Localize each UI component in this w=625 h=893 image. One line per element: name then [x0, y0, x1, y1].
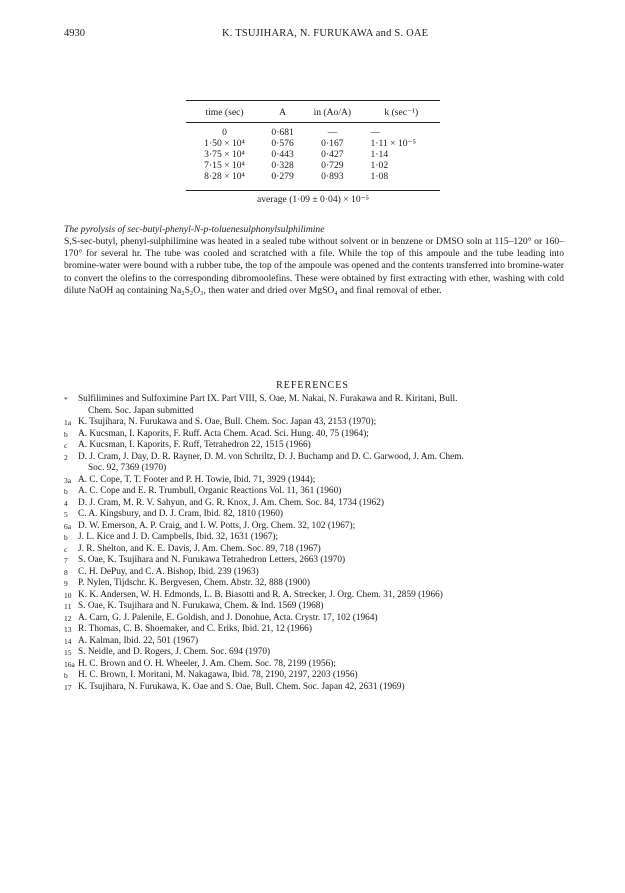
table-rule-bottom	[186, 190, 440, 191]
reference-marker: b	[64, 487, 68, 496]
reference-marker: 9	[64, 579, 68, 588]
reference-marker: c	[64, 544, 68, 554]
references-heading: REFERENCES	[276, 380, 349, 391]
reference-marker: 12	[64, 613, 72, 623]
table-cell: 0·443	[271, 149, 294, 160]
reference-text: A. C. Cope and E. R. Trumbull, Organic Reactions Vol. 11, 361 (1960)	[78, 486, 342, 496]
reference-marker: b	[64, 429, 68, 439]
reference-item	[64, 463, 564, 475]
reference-item	[64, 647, 564, 659]
reference-text: D. J. Cram, J. Day, D. R. Rayner, D. M. von Schriltz, D. J. Buchamp and D. C. Garwood, J. Am. Chem.	[78, 451, 464, 462]
reference-item	[64, 509, 564, 521]
column-header: k (sec⁻¹)	[384, 107, 419, 118]
table-row	[186, 171, 440, 182]
table-cell: 0·279	[271, 171, 294, 182]
reference-text: A. Kucsman, I. Kaporits, F. Ruff, Tetrahedron 22, 1515 (1966)	[78, 440, 311, 450]
reference-marker: b	[64, 533, 68, 542]
table-cell: 0·167	[321, 138, 344, 149]
references-list	[64, 394, 564, 693]
table-rule-top	[186, 100, 440, 101]
reference-text: C. A. Kingsbury, and D. J. Cram, Ibid. 82, 1810 (1960)	[78, 509, 283, 519]
table-cell: 8·28 × 10⁴	[204, 171, 245, 182]
reference-item	[64, 440, 564, 452]
reference-marker: 1a	[64, 418, 72, 427]
reference-item	[64, 394, 564, 406]
reference-item	[64, 406, 564, 418]
table-cell: —	[370, 127, 381, 138]
reference-item	[64, 486, 564, 498]
reference-item	[64, 417, 564, 429]
reference-item	[64, 682, 564, 694]
table-cell: 0·328	[271, 160, 294, 171]
table-cell: 1·11 × 10⁻⁵	[370, 138, 416, 149]
table-cell: 0·893	[321, 171, 344, 182]
reference-marker: 8	[64, 567, 68, 577]
reference-text: K. K. Andersen, W. H. Edmonds, L. B. Biasotti and R. A. Strecker, J. Org. Chem. 31, 2859 (1966)	[78, 589, 443, 600]
table-cell: 0·427	[321, 149, 344, 160]
reference-text: Soc. 92, 7369 (1970)	[88, 463, 167, 473]
reference-text: A. Carn, G. J. Palenile, E. Goldish, and J. Donohue, Acta. Crystr. 17, 102 (1964)	[78, 612, 378, 623]
reference-marker: b	[64, 671, 68, 680]
reference-marker: 2	[64, 452, 68, 462]
table-row	[186, 138, 440, 149]
reference-text: R. Thomas, C. B. Shoemaker, and C. Eriks, Ibid. 21, 12 (1966)	[78, 624, 312, 634]
reference-marker: 5	[64, 510, 68, 519]
reference-item	[64, 544, 564, 556]
reference-marker: 16a	[64, 659, 75, 669]
reference-item	[64, 659, 564, 671]
column-header: time (sec)	[205, 107, 244, 118]
reference-item	[64, 555, 564, 567]
page-number: 4930	[64, 28, 85, 39]
table-cell: 1·14	[370, 149, 389, 160]
reference-marker: *	[64, 395, 68, 404]
table-cell: 1·02	[370, 160, 389, 171]
section-title: The pyrolysis of sec-butyl-phenyl-N-p-toluenesulphonylsulphilimine	[64, 224, 325, 235]
reference-text: Chem. Soc. Japan submitted	[88, 405, 194, 416]
reference-item	[64, 624, 564, 636]
reference-marker: 13	[64, 625, 72, 634]
reference-text: H. C. Brown, I. Moritani, M. Nakagawa, Ibid. 78, 2190, 2197, 2203 (1956)	[78, 670, 358, 680]
reference-text: J. L. Kice and J. D. Campbells, Ibid. 32, 1631 (1967);	[78, 532, 279, 542]
reference-marker: 11	[64, 602, 72, 611]
reference-marker: 10	[64, 590, 72, 600]
reference-marker: 4	[64, 498, 68, 508]
table-cell: 0·576	[271, 138, 294, 149]
reference-text: K. Tsujihara, N. Furukawa and S. Oae, Bull. Chem. Soc. Japan 43, 2153 (1970);	[78, 417, 377, 427]
column-header: in (Ao/A)	[313, 107, 352, 118]
table-cell: 7·15 × 10⁴	[204, 160, 245, 171]
reference-marker: 17	[64, 682, 72, 692]
reference-marker: 6a	[64, 521, 72, 531]
reference-text: S. Oae, K. Tsujihara and N. Furukawa, Chem. & Ind. 1569 (1968)	[78, 601, 324, 611]
table-average: average (1·09 ± 0·04) × 10⁻⁵	[256, 194, 370, 205]
table-cell: 1·50 × 10⁴	[204, 138, 245, 149]
table-cell: 0·681	[271, 127, 294, 138]
reference-item	[64, 429, 564, 441]
reference-item	[64, 475, 564, 487]
section-paragraph: S,S-sec-butyl, phenyl-sulphilimine was heated in a sealed tube without solvent or in benzene or DMSO soln at 115–120° or 160–170° for several hr. The tube was cooled and scratched with a file. While the top of this ampoule and the tube leading into bromine-water were bound with a rubber tube, the top of the ampoule was opened and the contents transferred into bromine-water to convert the olefins to the corresponding dibromoolefins. These were obtained by first extracting with ether, washing with cold dilute NaOH aq containing Na₂S₂O₃, then water and dried over MgSO₄ and final removal of ether.	[64, 236, 564, 296]
reference-text: Sulfilimines and Sulfoximine Part IX. Part VIII, S. Oae, M. Nakai, N. Furakawa and R. Kiritani, Bull.	[78, 394, 458, 404]
table-cell: —	[327, 127, 338, 138]
reference-item	[64, 613, 564, 625]
table-cell: 1·08	[370, 171, 389, 182]
table-cell: 0	[222, 127, 227, 138]
reference-item	[64, 521, 564, 533]
reference-item	[64, 498, 564, 510]
table-cell: 0·729	[321, 160, 344, 171]
reference-item	[64, 452, 564, 464]
reference-text: S. Neidle, and D. Rogers, J. Chem. Soc. 694 (1970)	[78, 647, 271, 657]
reference-text: K. Tsujihara, N. Furukawa, K. Oae and S. Oae, Bull. Chem. Soc. Japan 42, 2631 (1969)	[78, 681, 405, 692]
reference-text: P. Nylen, Tijdschr. K. Bergvesen, Chem. Abstr. 32, 888 (1900)	[78, 578, 310, 588]
reference-item	[64, 532, 564, 544]
reference-item	[64, 567, 564, 579]
reference-text: D. W. Emerson, A. P. Craig, and I. W. Potts, J. Org. Chem. 32, 102 (1967);	[78, 520, 356, 531]
table-cell: 3·75 × 10⁴	[204, 149, 245, 160]
table-row	[186, 127, 440, 138]
reference-item	[64, 578, 564, 590]
reference-text: A. Kalman, Ibid. 22, 501 (1967)	[78, 635, 199, 646]
reference-marker: 15	[64, 648, 72, 657]
column-header: A	[279, 107, 287, 118]
table-row	[186, 160, 440, 171]
reference-marker: c	[64, 441, 68, 450]
reference-marker: 3a	[64, 475, 72, 485]
table-header-row	[186, 104, 440, 122]
reference-item	[64, 601, 564, 613]
reference-text: D. J. Cram, M. R. V. Sahyun, and G. R. Knox, J. Am. Chem. Soc. 84, 1734 (1962)	[78, 497, 384, 508]
table-row	[186, 149, 440, 160]
reference-item	[64, 670, 564, 682]
reference-text: C. H. DePuy, and C. A. Bishop, Ibid. 239 (1963)	[78, 566, 259, 577]
reference-text: A. Kucsman, I. Kaporits, F. Ruff. Acta Chem. Acad. Sci. Hung. 40, 75 (1964);	[78, 428, 369, 439]
reference-text: H. C. Brown and O. H. Wheeler, J. Am. Chem. Soc. 78, 2199 (1956);	[78, 658, 336, 669]
reference-item	[64, 590, 564, 602]
reference-marker: 14	[64, 636, 72, 646]
reference-text: J. R. Shelton, and K. E. Davis, J. Am. Chem. Soc. 89, 718 (1967)	[78, 543, 321, 554]
running-header-authors: K. TSUJIHARA, N. FURUKAWA and S. OAE	[222, 28, 429, 39]
reference-text: A. C. Cope, T. T. Footer and P. H. Towie, Ibid. 71, 3929 (1944);	[78, 474, 316, 485]
reference-text: S. Oae, K. Tsujihara and N. Furukawa Tetrahedron Letters, 2663 (1970)	[78, 555, 346, 565]
reference-marker: 7	[64, 556, 68, 565]
reference-item	[64, 636, 564, 648]
kinetics-table	[186, 104, 440, 182]
